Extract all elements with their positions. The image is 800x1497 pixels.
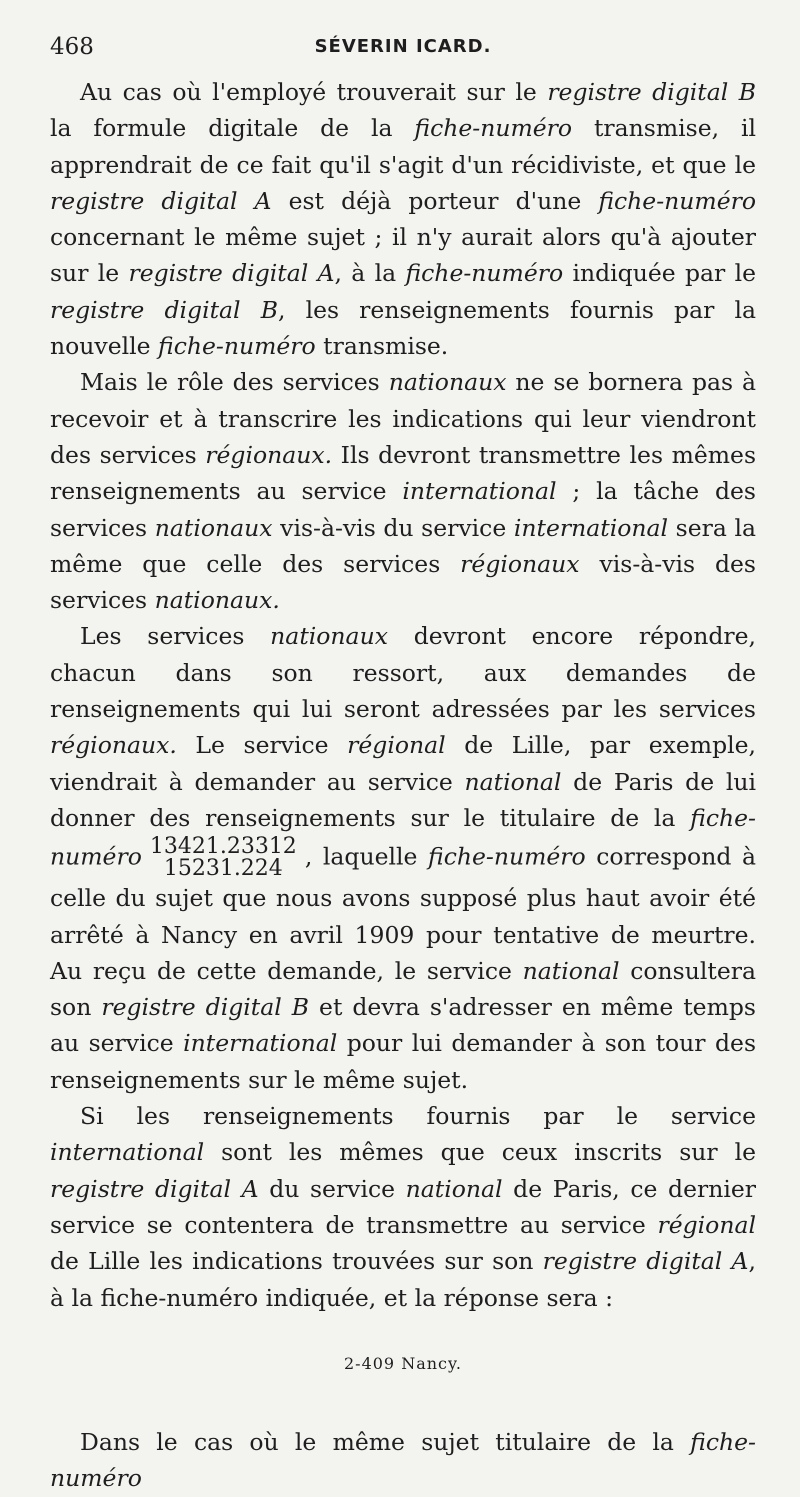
italic-term: international [402,477,557,506]
text-run: sera la même que celle des services [50,513,757,578]
text-run: de Paris de lui donner des renseignements sur le titulaire de la [50,767,756,832]
fiche-numero-fraction [150,836,297,880]
italic-term: fiche-numéro [414,114,573,143]
text-run: devront encore répondre, chacun dans son ressort, aux demandes de renseignements qui lui seront adressées par les services [50,622,756,724]
italic-term: régionaux. [205,440,333,469]
text-run: , à la fiche-numéro indiquée, et la réponse sera : [50,1247,756,1312]
italic-term: national [522,956,620,985]
italic-term: international [183,1029,338,1058]
text-run: Le service [176,731,348,760]
running-head: SÉVERIN ICARD. [314,36,492,57]
italic-term: national [464,767,562,796]
italic-term: régionaux. [50,731,177,760]
italic-term: fiche-numéro [598,186,756,215]
paragraph [50,1424,756,1497]
text-run: de Paris, ce dernier service se contentera de transmettre au service [50,1174,757,1239]
italic-term: fiche-numéro [158,332,316,361]
italic-term: régional [657,1210,756,1239]
italic-term: fiche-numéro [50,1428,756,1493]
paragraph [50,1098,756,1316]
italic-term: international [513,513,669,542]
text-run: Mais le rôle des services [80,368,389,397]
italic-term: international [50,1138,205,1167]
page-number: 468 [50,34,94,60]
italic-term: registre digital A [50,186,272,215]
text-run: indiquée par le [563,259,756,288]
text-run: Dans le cas où le même sujet titulaire de la [80,1428,691,1457]
text-run: consultera son [50,956,756,1022]
italic-term: fiche-numéro [405,259,564,288]
italic-term: fiche-numéro [428,842,586,871]
italic-term: fiche-numéro [50,803,756,871]
text-run: concernant le même sujet ; il n'y aurait alors qu'à ajouter sur le [50,223,756,288]
page-header [50,30,756,74]
text-run: Les services [80,622,271,651]
text-run: transmise, il apprendrait de ce fait qu'il s'agit d'un récidiviste, et que le [50,114,756,179]
text-run: Ils devront transmettre les mêmes renseignements au service [50,440,757,506]
text-run: vis-à-vis des services [50,549,756,615]
paragraph [50,618,756,1098]
text-run: Si les renseignements fournis par le service [80,1102,756,1131]
text-run: sont les mêmes que ceux inscrits sur le [204,1138,756,1167]
text-run: , les renseignements fournis par la nouvelle [50,295,756,361]
italic-term: régionaux [460,549,580,578]
italic-term: registre digital A [542,1247,749,1276]
fraction-numerator: 13421.23312 [149,834,297,860]
italic-term: registre digital B [50,295,278,324]
italic-term: nationaux [270,622,388,651]
text-run: du service [258,1174,406,1203]
text-run: , à la [334,259,406,288]
text-run: ; la tâche des services [50,477,756,542]
text-run: vis-à-vis du service [272,513,514,542]
text-run: ne se bornera pas à recevoir et à transcrire les indications qui leur viendront des services [50,368,756,469]
paragraph [50,364,756,618]
text-run: , laquelle [304,842,429,871]
text-run: correspond à celle du sujet que nous avons supposé plus haut avoir été arrêté à Nancy en avril 1909 pour tentative de meurtre. Au reçu de cette demande, le service [50,842,756,985]
paragraph [50,74,756,364]
text-run: pour lui demander à son tour des renseignements sur le même sujet. [50,1029,757,1094]
italic-term: registre digital B [101,993,310,1022]
italic-term: nationaux. [154,586,280,615]
italic-term: régional [347,731,446,760]
text-run: et devra s'adresser en même temps au service [50,993,756,1058]
italic-term: nationaux [388,368,507,397]
italic-term: national [405,1174,503,1203]
text-run: de Lille, par exemple, viendrait à demander au service [50,731,757,796]
italic-term: nationaux [154,513,273,542]
text-run: transmise. [315,332,449,361]
text-run: Au cas où l'employé trouverait sur le [80,78,548,106]
body-text [50,74,756,1497]
italic-term: registre digital B [547,78,756,106]
text-run: est déjà porteur d'une [271,186,599,215]
response-example: 2-409 Nancy. [343,1353,462,1373]
fraction-denominator: 15231.224 [163,856,283,882]
italic-term: registre digital A [50,1174,259,1203]
italic-term: registre digital A [128,259,335,288]
text-run: de Lille les indications trouvées sur son [50,1247,543,1276]
text-run: la formule digitale de la [50,114,415,143]
